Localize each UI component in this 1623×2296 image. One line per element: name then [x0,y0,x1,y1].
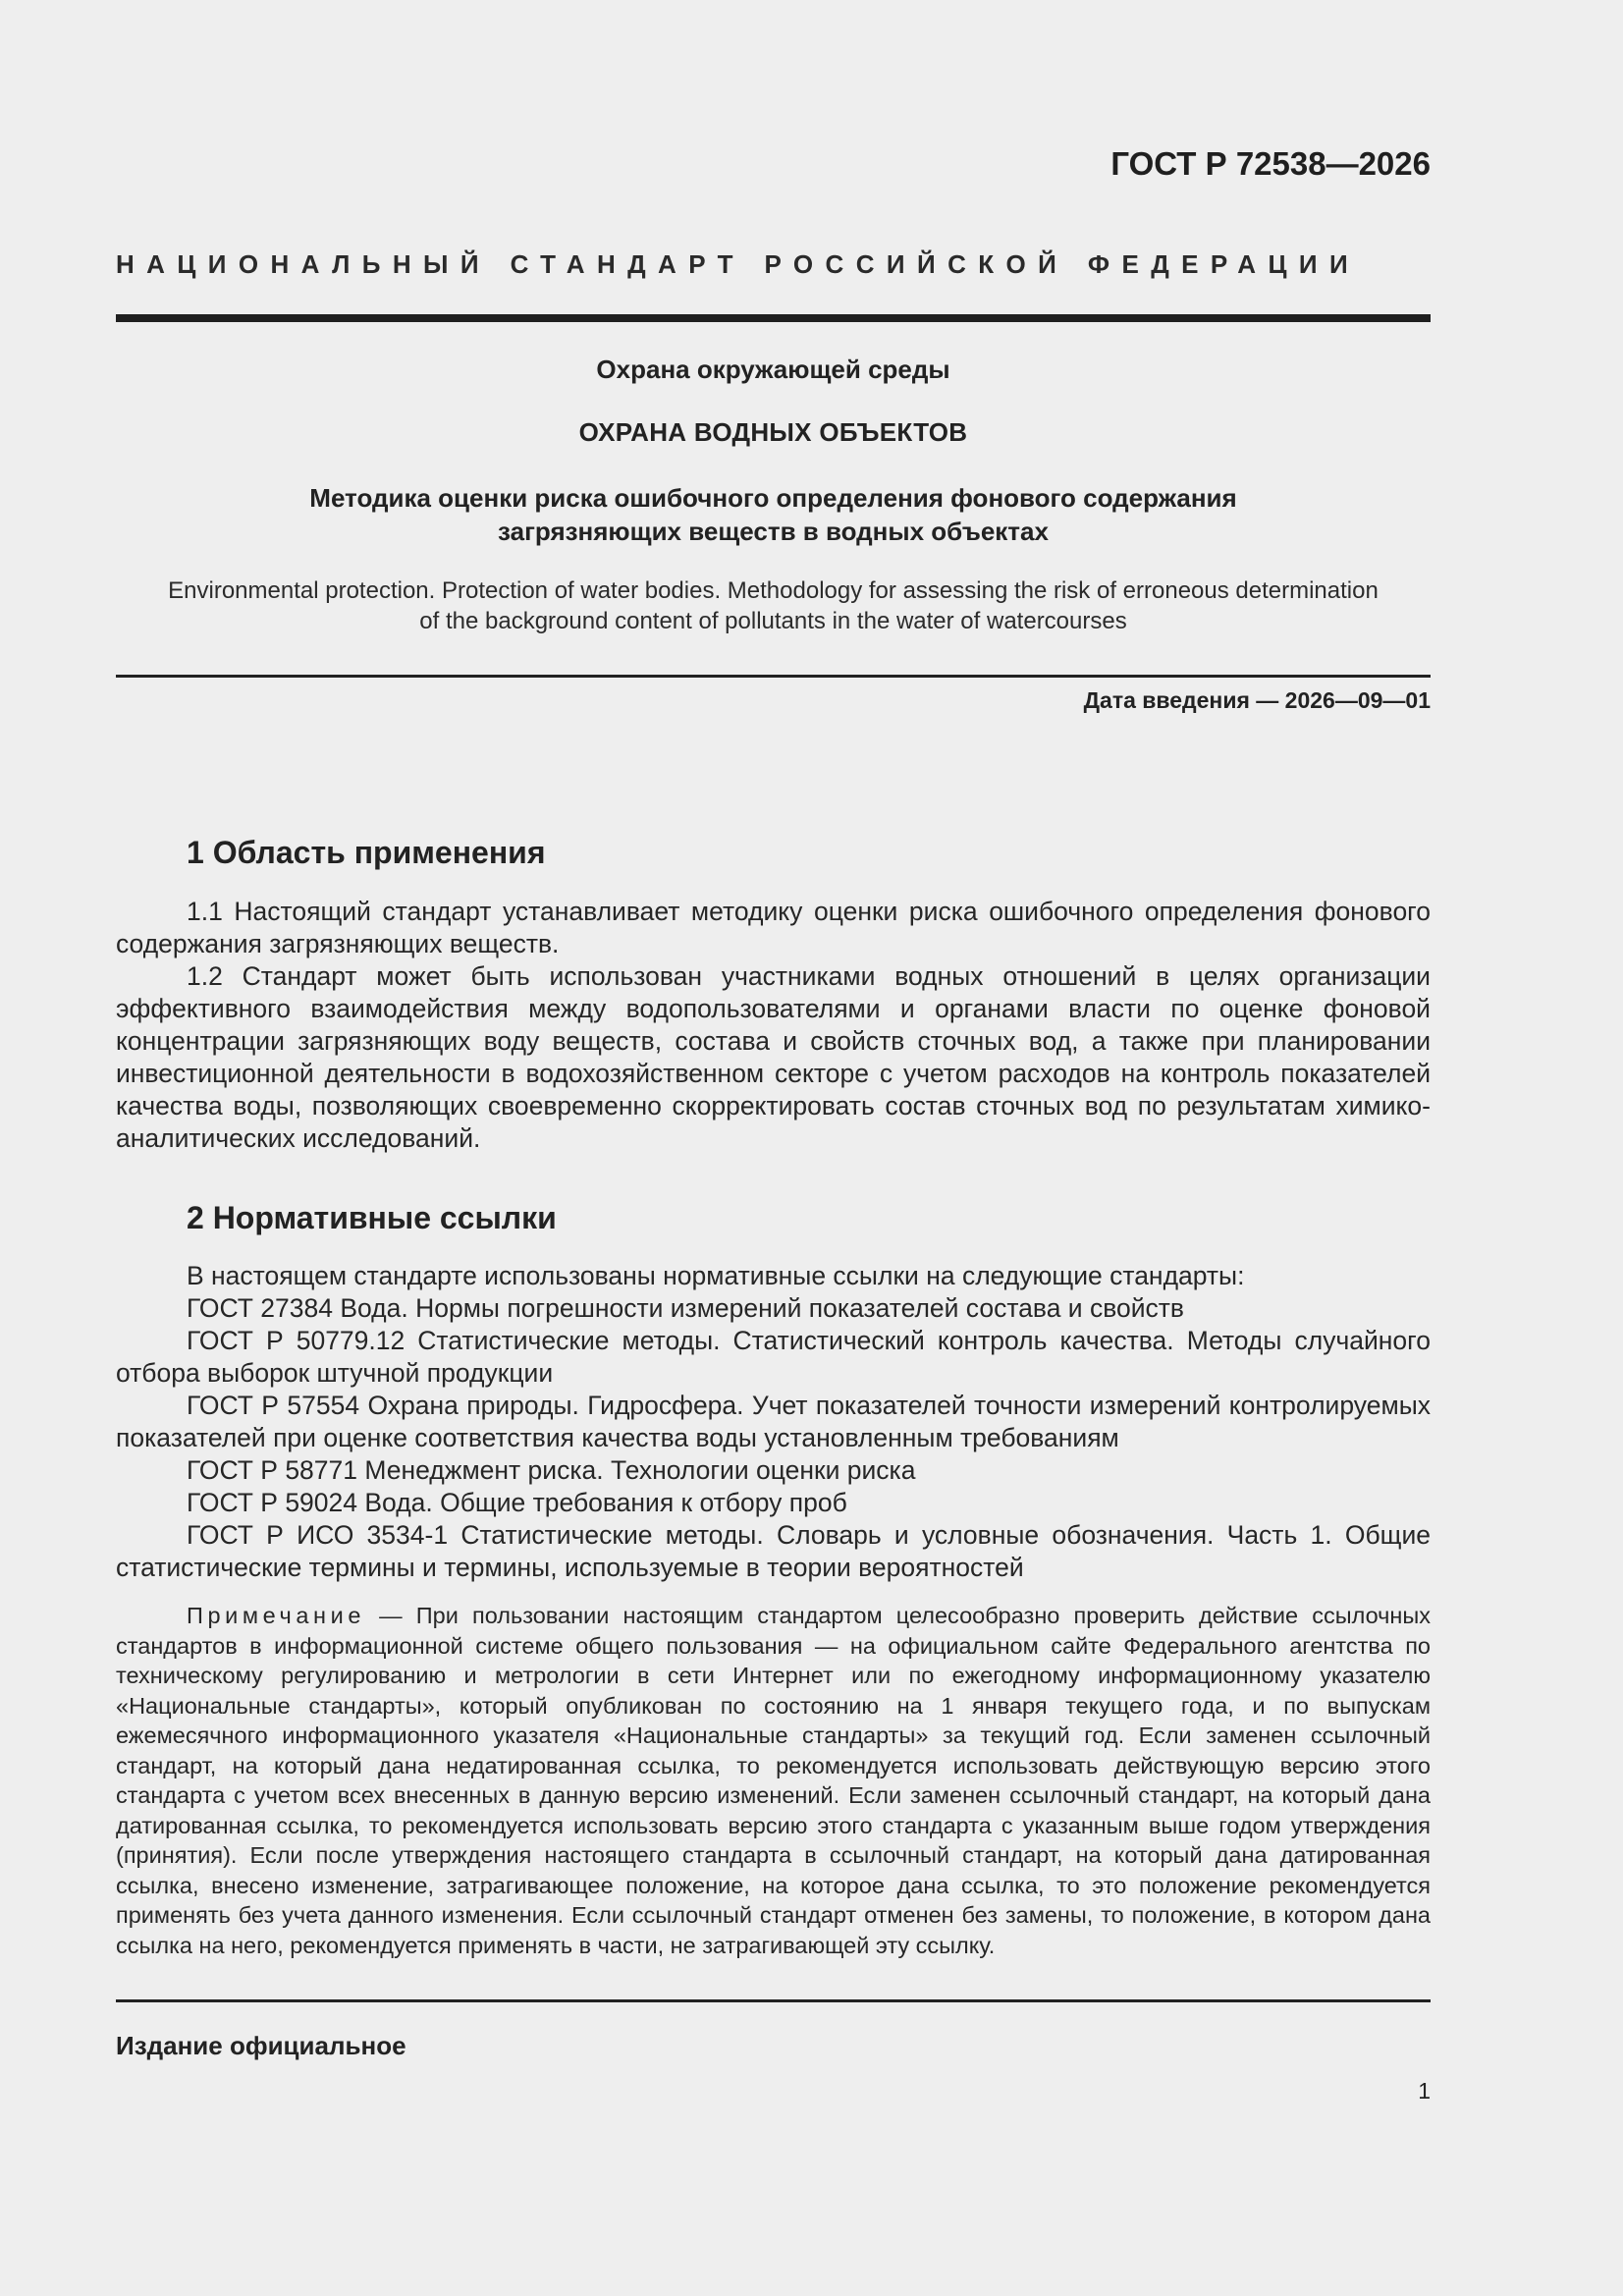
page-number: 1 [1418,2078,1431,2104]
subject-title: Охрана окружающей среды [596,355,950,384]
title-rule [116,675,1431,678]
section-2-body [116,1260,1431,1584]
russian-title-line-1: Методика оценки риска ошибочного определения фонового содержания [309,483,1237,513]
note-block [116,1601,1431,1960]
english-title-line-2: of the background content of pollutants in the water of watercourses [419,608,1127,634]
footer-rule [116,1999,1431,2002]
references-intro: В настоящем стандарте использованы нормативные ссылки на следующие стандарты: [187,1261,1245,1290]
reference-item: ГОСТ 27384 Вода. Нормы погрешности измерений показателей состава и свойств [187,1293,1185,1323]
header-rule [116,314,1431,322]
note-label: Примечание [187,1603,366,1628]
paragraph-1-2: 1.2 Стандарт может быть использован участниками водных отношений в целях организации эффективного взаимодействия между водопользователями и органами власти по оценке фоновой концентрации загрязняющих воду веществ, состава и свойств сточных вод, а также при планировании инвестиционной деятельности в водохозяйственном секторе с учетом расходов на контроль показателей качества воды, позволяющих своевременно скорректировать состав сточных вод по результатам химико-аналитических исследований. [116,961,1431,1153]
official-edition-label: Издание официальное [116,2031,406,2060]
document-id: ГОСТ Р 72538—2026 [1110,145,1431,182]
english-title-line-1: Environmental protection. Protection of water bodies. Methodology for assessing the risk of erroneous determination [168,577,1379,604]
note-text: — При пользовании настоящим стандартом целесообразно проверить действие ссылочных стандартов в информационной системе общего пользования — на официальном сайте Федерального агентства по техническому регулированию и метрологии в сети Интернет или по ежегодному информационному указателю «Национальные стандарты», который опубликован по состоянию на 1 января текущего года, и по выпускам ежемесячного информационного указателя «Национальные стандарты» за текущий год. Если заменен ссылочный стандарт, на который дана недатированная ссылка, то рекомендуется использовать действующую версию этого стандарта с учетом всех внесенных в данную версию изменений. Если заменен ссылочный стандарт, на который дана датированная ссылка, то рекомендуется использовать версию этого стандарта с указанным выше годом утверждения (принятия). Если после утверждения настоящего стандарта в ссылочный стандарт, на который дана датированная ссылка, внесено изменение, затрагивающее положение, на которое дана ссылка, то это положение рекомендуется применять без учета данного изменения. Если ссылочный стандарт отменен без замены, то положение, в котором дана ссылка на него, рекомендуется применять в части, не затрагивающей эту ссылку. [116,1603,1431,1958]
note-paragraph [116,1601,1431,1960]
english-title [116,575,1431,636]
russian-title-line-2: загрязняющих веществ в водных объектах [498,517,1049,546]
national-standard-banner: НАЦИОНАЛЬНЫЙ СТАНДАРТ РОССИЙСКОЙ ФЕДЕРАЦИИ [116,249,1361,279]
section-1-body [116,896,1431,1155]
caps-title: ОХРАНА ВОДНЫХ ОБЪЕКТОВ [578,417,968,447]
introduction-date: Дата введения — 2026—09—01 [1083,687,1431,713]
reference-item: ГОСТ Р ИСО 3534-1 Статистические методы. Словарь и условные обозначения. Часть 1. Общие статистические термины и термины, используемые в теории вероятностей [116,1520,1431,1582]
russian-title [116,481,1431,548]
paragraph-1-1: 1.1 Настоящий стандарт устанавливает методику оценки риска ошибочного определения фонового содержания загрязняющих веществ. [116,897,1431,958]
reference-item: ГОСТ Р 50779.12 Статистические методы. Статистический контроль качества. Методы случайного отбора выборок штучной продукции [116,1326,1431,1388]
reference-item: ГОСТ Р 58771 Менеджмент риска. Технологии оценки риска [187,1455,916,1485]
document-page [116,0,1431,2296]
reference-item: ГОСТ Р 57554 Охрана природы. Гидросфера. Учет показателей точности измерений контролируемых показателей при оценке соответствия качества воды установленным требованиям [116,1391,1431,1452]
section-1-heading: 1 Область применения [187,835,546,870]
section-2-heading: 2 Нормативные ссылки [187,1200,557,1235]
reference-item: ГОСТ Р 59024 Вода. Общие требования к отбору проб [187,1488,847,1517]
